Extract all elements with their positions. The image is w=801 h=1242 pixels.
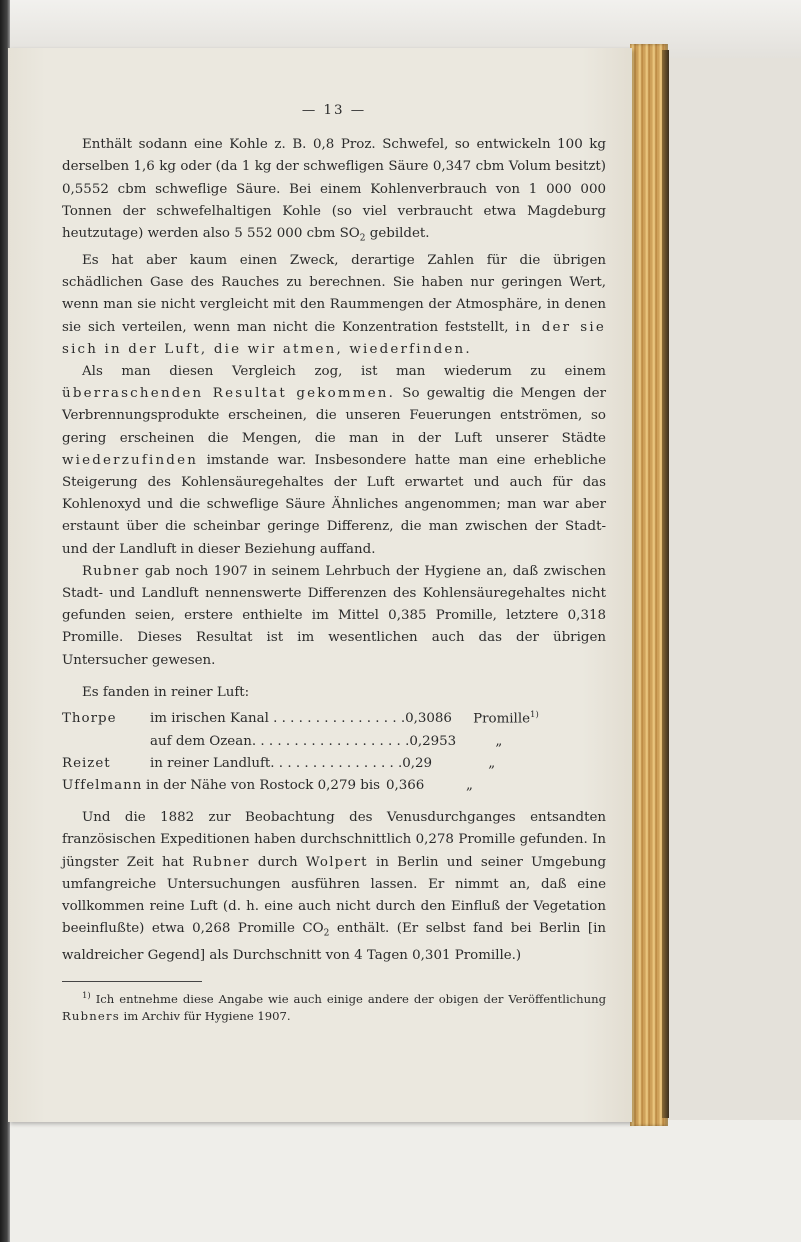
author-name-wolpert: Wolpert	[305, 854, 368, 870]
paragraph-5-pre: Und die 1882 zur Beobachtung des Venusdurchganges entsandten französischen Expeditionen haben durchschnittlich 0,278 Promille gefunden. In jüngster Zeit hat	[62, 810, 606, 870]
measurement-unit: „	[495, 733, 503, 749]
measurement-place: in der Nähe von Rostock 0,279 bis	[146, 778, 380, 794]
measurement-value: 0,2953	[409, 733, 457, 749]
author-name: Rubner	[82, 563, 140, 579]
measurement-unit	[473, 704, 539, 731]
book-binding-shadow	[662, 50, 669, 1118]
measurement-place: in reiner Landluft. . . . . . . . . . . . . . . .	[150, 755, 403, 771]
co2-subscript: 2	[323, 928, 330, 939]
page-text	[62, 100, 606, 1025]
measurement-unit: „	[465, 778, 473, 794]
measurement-place: auf dem Ozean. . . . . . . . . . . . . . . . . . .	[150, 733, 410, 749]
paragraph-3-post: imstande war. Insbesondere hatte man eine erhebliche Steigerung des Kohlensäuregehaltes der Luft erwartet und auch für das Kohlenoxyd und die schweflige Säure Ähnliches angenommen; man war aber erstaunt über die scheinbar geringe Differenz, die man zwischen der Stadt- und der Landluft in dieser Beziehung auffand.	[62, 452, 606, 557]
footnote	[62, 988, 606, 1025]
paragraph-2-text: Es hat aber kaum einen Zweck, derartige Zahlen für die übrigen schädlichen Gase des Rauches zu berechnen. Sie haben nur geringen Wert, wenn man sie nicht vergleicht mit den Raummengen der Atmosphäre, in denen sie sich verteilen, wenn man nicht die Konzentration feststellt,	[62, 252, 606, 335]
footnote-author: Rubners	[62, 1009, 120, 1024]
measurement-place: im irischen Kanal . . . . . . . . . . . . . . . .	[150, 711, 406, 727]
paragraph-3-emphasis: überraschenden Resultat gekommen.	[62, 386, 396, 402]
measurements-list	[62, 704, 606, 797]
footnote-divider	[62, 981, 202, 982]
paragraph-2-emphasis: in der sie sich in der Luft, die wir atmen, wiederfinden.	[62, 319, 606, 357]
measurement-author: Uffelmann	[62, 778, 143, 794]
paragraph-3-emphasis-2: wiederzufinden	[62, 452, 199, 468]
measurement-author: Reizet	[62, 755, 111, 771]
paragraph-5-mid-2: in Berlin und seiner Umgebung umfangreiche Untersuchungen ausführen lassen. Er nimmt an, daß eine vollkommen reine Luft (d. h. eine auch nicht durch den Einfluß der Vegetation beeinflußte) etwa 0,268 Promille CO	[62, 854, 607, 937]
footnote-post: im Archiv für Hygiene 1907.	[119, 1009, 291, 1024]
measurement-row	[62, 704, 606, 731]
paragraph-1-text: Enthält sodann eine Kohle z. B. 0,8 Proz. Schwefel, so entwickeln 100 kg derselben 1,6 kg oder (da 1 kg der schwefligen Säure 0,347 cbm Volum besitzt) 0,5552 cbm schweflige Säure. Bei einem Kohlenverbrauch von 1 000 000 Tonnen der schwefelhaltigen Kohle (so viel verbraucht etwa Magdeburg heutzutage) werden also 5 552 000 cbm SO	[62, 137, 606, 242]
measurement-unit-text: Promille	[473, 711, 531, 727]
page-number: — 13 —	[301, 103, 367, 118]
measurement-row	[62, 753, 606, 775]
so2-subscript: 2	[359, 233, 366, 244]
paragraph-3-pre: Als man diesen Vergleich zog, ist man wiederum zu einem	[82, 363, 606, 379]
measurement-value: 0,366	[385, 778, 425, 794]
scan-background-bottom	[0, 1120, 801, 1242]
paragraph-1	[62, 134, 606, 250]
paragraph-4	[62, 561, 606, 672]
measurements-intro: Es fanden in reiner Luft:	[82, 684, 250, 700]
paragraph-2	[62, 250, 606, 361]
paragraph-5-mid-1: durch	[249, 854, 306, 870]
paragraph-3	[62, 361, 606, 561]
paragraph-4-text: gab noch 1907 in seinem Lehrbuch der Hygiene an, daß zwischen Stadt- und Landluft nennenswerte Differenzen des Kohlensäuregehaltes nicht gefunden seien, erstere enthielte im Mittel 0,385 Promille, letztere 0,318 Promille. Dieses Resultat ist im wesentlichen auch das der übrigen Untersucher gewesen.	[62, 563, 606, 668]
paragraph-5-post: enthält. (Er selbst fand bei Berlin [in waldreicher Gegend] als Durchschnitt von 4 Tagen 0,301 Promille.)	[62, 921, 606, 964]
footnote-reference: 1)	[530, 709, 539, 720]
footnote-pre: Ich entnehme diese Angabe wie auch einige andere der obigen der Veröffentlichung	[90, 992, 606, 1007]
footnote-mark: 1)	[82, 991, 91, 1002]
paragraph-3-mid: So gewaltig die Mengen der Verbrennungsprodukte erscheinen, die unseren Feuerungen entströmen, so gering erscheinen die Mengen, die man in der Luft unserer Städte	[62, 386, 606, 446]
measurement-value: 0,29	[402, 755, 433, 771]
measurement-row	[62, 775, 606, 797]
measurement-unit: „	[488, 755, 496, 771]
measurement-value: 0,3086	[405, 711, 452, 727]
paragraph-1-tail: gebildet.	[365, 226, 430, 242]
paragraph-5	[62, 807, 606, 967]
measurement-author: Thorpe	[62, 711, 117, 727]
author-name-rubner: Rubner	[192, 854, 250, 870]
measurement-row	[62, 731, 606, 753]
